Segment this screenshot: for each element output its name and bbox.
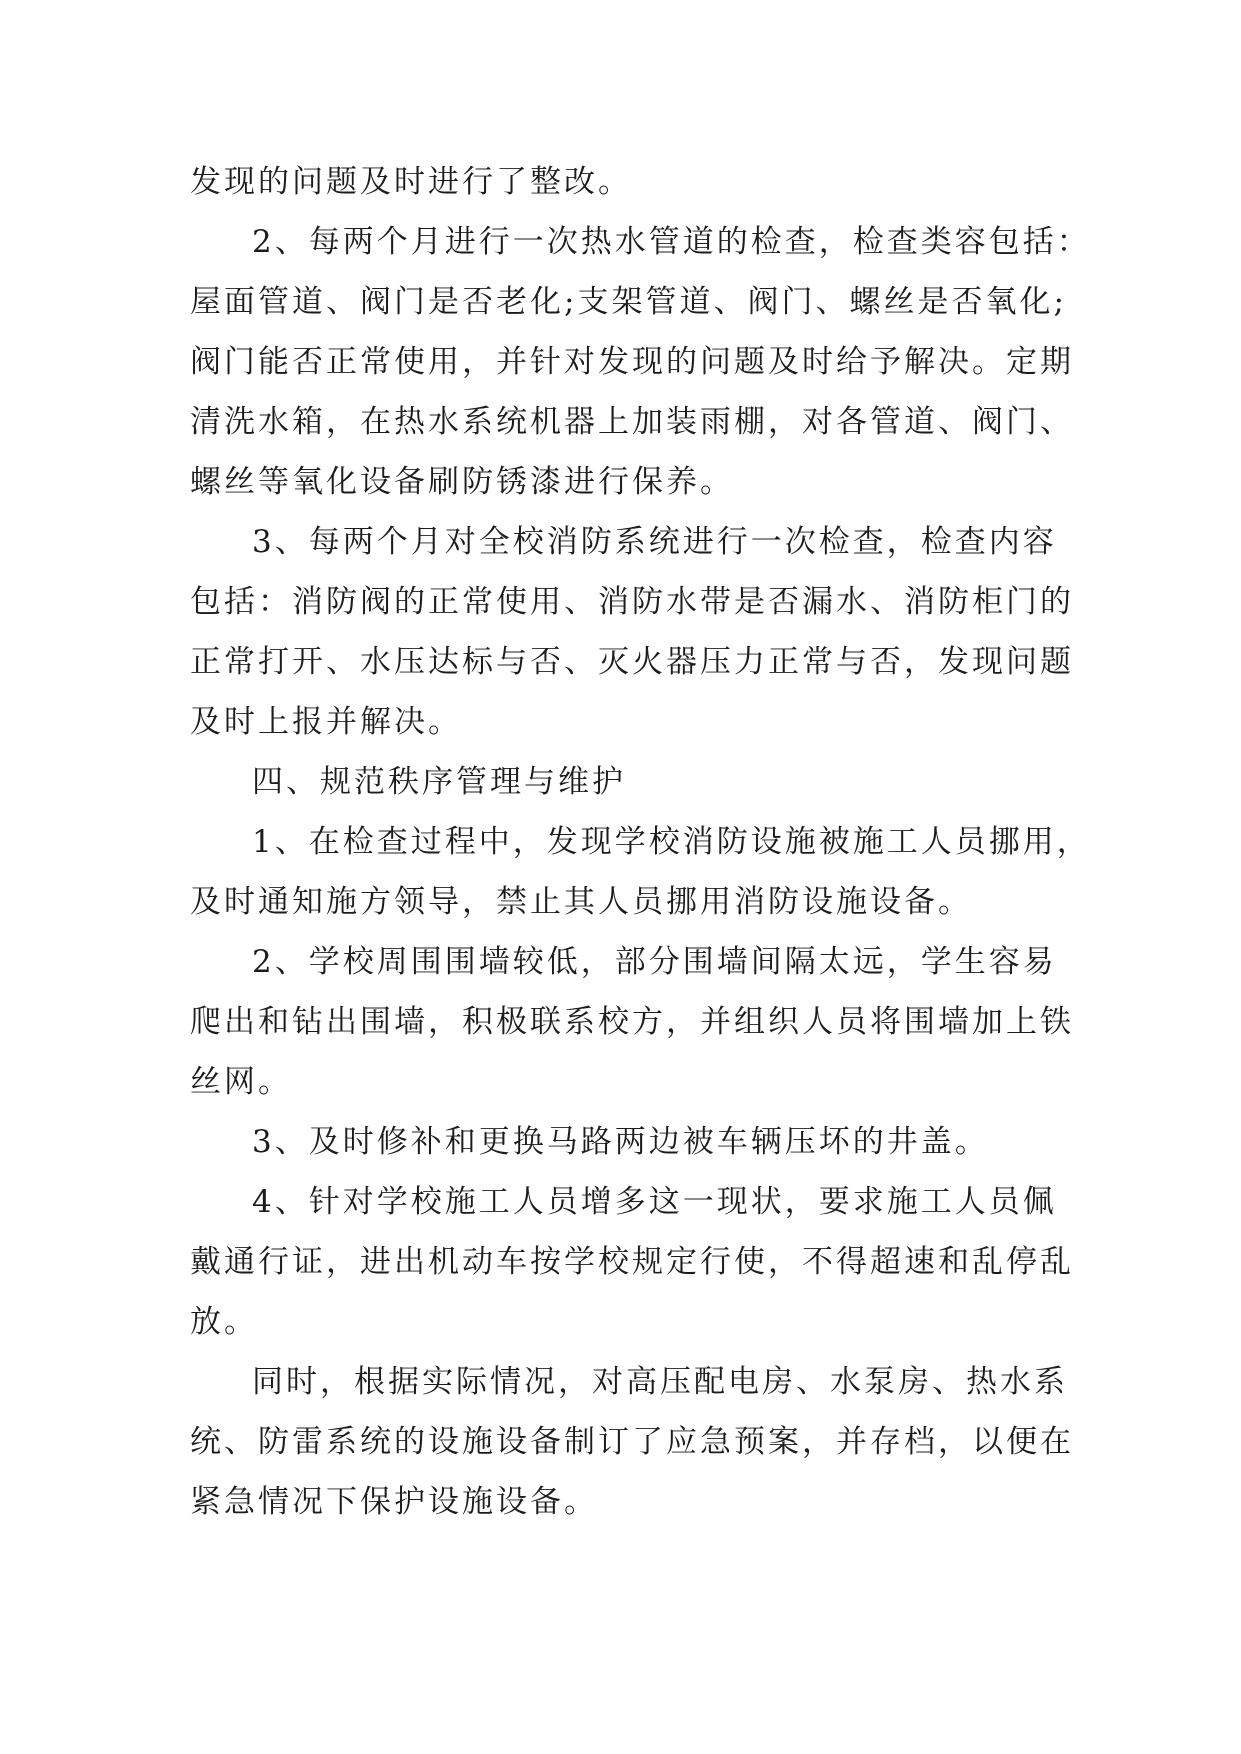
text-line: 阀门能否正常使用，并针对发现的问题及时给予解决。定期 [190,344,1074,380]
text-line: 正常打开、水压达标与否、灭火器压力正常与否，发现问题 [190,644,1074,680]
text-line: 发现的问题及时进行了整改。 [190,164,632,200]
text-line: 同时，根据实际情况，对高压配电房、水泵房、热水系 [252,1364,1068,1400]
text-line: 2、每两个月进行一次热水管道的检查，检查类容包括： [252,224,1091,260]
text-line: 包括：消防阀的正常使用、消防水带是否漏水、消防柜门的 [190,584,1074,620]
document-body [190,152,1091,1532]
text-line: 紧急情况下保护设施设备。 [190,1484,598,1520]
text-line: 及时上报并解决。 [190,704,462,740]
text-line: 2、学校周围围墙较低，部分围墙间隔太远，学生容易 [252,944,1057,980]
text-line: 丝网。 [190,1064,292,1100]
text-line: 4、针对学校施工人员增多这一现状，要求施工人员佩 [252,1184,1057,1220]
section-heading: 四、规范秩序管理与维护 [252,764,626,800]
text-line: 3、每两个月对全校消防系统进行一次检查，检查内容 [252,524,1057,560]
text-line: 屋面管道、阀门是否老化;支架管道、阀门、螺丝是否氧化; [190,284,1067,320]
text-line: 3、及时修补和更换马路两边被车辆压坏的井盖。 [252,1124,989,1160]
text-line: 1、在检查过程中，发现学校消防设施被施工人员挪用， [252,824,1091,860]
text-line: 统、防雷系统的设施设备制订了应急预案，并存档，以便在 [190,1424,1074,1460]
text-line: 戴通行证，进出机动车按学校规定行使，不得超速和乱停乱 [190,1244,1074,1280]
text-line: 及时通知施方领导，禁止其人员挪用消防设施设备。 [190,884,972,920]
text-line: 爬出和钻出围墙，积极联系校方，并组织人员将围墙加上铁 [190,1004,1074,1040]
text-line: 放。 [190,1304,258,1340]
text-line: 清洗水箱，在热水系统机器上加装雨棚，对各管道、阀门、 [190,404,1074,440]
text-line: 螺丝等氧化设备刷防锈漆进行保养。 [190,464,734,500]
